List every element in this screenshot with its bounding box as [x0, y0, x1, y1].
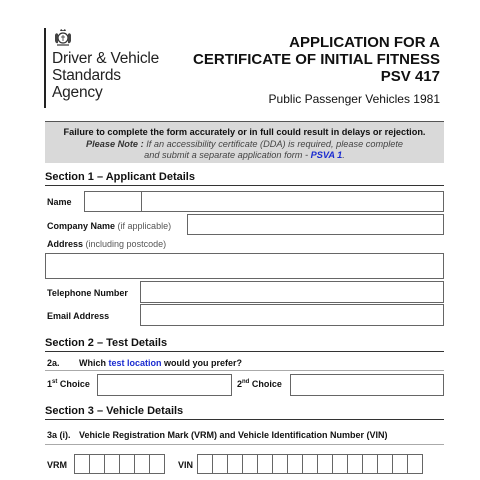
divider: [45, 370, 444, 371]
address-hint: (including postcode): [85, 239, 167, 249]
first-choice-text: Choice: [57, 379, 90, 389]
section-3-title: Section 3 – Vehicle Details: [45, 405, 444, 420]
second-choice-field[interactable]: [290, 374, 444, 396]
agency-name-line-3: Agency: [52, 84, 103, 101]
agency-name-line-2: Standards: [52, 67, 121, 84]
note-line: [45, 139, 444, 151]
vrm-char-box[interactable]: [74, 454, 90, 474]
name-field[interactable]: [141, 191, 444, 212]
vin-char-box[interactable]: [377, 454, 393, 474]
psva1-link[interactable]: PSVA 1: [310, 150, 343, 160]
second-choice-num: 2: [237, 379, 243, 389]
section-2-title: Section 2 – Test Details: [45, 337, 444, 352]
telephone-label: Telephone Number: [47, 288, 128, 298]
q2a-pre: Which: [79, 358, 109, 368]
note-label: Please Note :: [85, 138, 144, 149]
vin-char-box[interactable]: [257, 454, 273, 474]
vin-char-box[interactable]: [347, 454, 363, 474]
company-name-field[interactable]: [187, 214, 444, 235]
first-choice-sup: st: [52, 379, 58, 385]
form-title-line-1: APPLICATION FOR A: [289, 34, 440, 51]
first-choice-label: [47, 379, 90, 389]
company-label-text: Company Name: [47, 221, 116, 231]
vrm-label: VRM: [47, 460, 67, 470]
section-1-title: Section 1 – Applicant Details: [45, 171, 444, 186]
vin-char-boxes: [197, 454, 422, 474]
vin-char-box[interactable]: [287, 454, 303, 474]
vin-char-box[interactable]: [362, 454, 378, 474]
address-field[interactable]: [45, 253, 444, 279]
vin-char-box[interactable]: [212, 454, 228, 474]
email-label: Email Address: [47, 311, 110, 321]
second-choice-label: [237, 379, 282, 389]
vin-char-box[interactable]: [392, 454, 408, 474]
agency-logo: [44, 26, 174, 112]
vrm-char-box[interactable]: [89, 454, 105, 474]
test-location-link[interactable]: test location: [108, 358, 162, 368]
address-label-text: Address: [47, 239, 84, 249]
vin-label: VIN: [178, 460, 194, 470]
vin-char-box[interactable]: [317, 454, 333, 474]
vin-char-box[interactable]: [227, 454, 243, 474]
telephone-field[interactable]: [140, 281, 444, 303]
first-choice-num: 1: [47, 379, 53, 389]
company-label: [47, 221, 171, 231]
note-end: .: [342, 150, 345, 160]
warning-box: [45, 121, 444, 163]
q2a-post: would you prefer?: [161, 358, 243, 368]
vrm-char-box[interactable]: [119, 454, 135, 474]
vin-char-box[interactable]: [302, 454, 318, 474]
vin-char-box[interactable]: [242, 454, 258, 474]
vrm-char-boxes: [74, 454, 164, 474]
vrm-char-box[interactable]: [134, 454, 150, 474]
address-label: [47, 239, 166, 249]
vin-char-box[interactable]: [272, 454, 288, 474]
question-2a-text: [79, 358, 242, 368]
question-3ai-number: 3a (i).: [47, 430, 71, 440]
question-2a-number: 2a.: [47, 358, 60, 368]
warning-text: Failure to complete the form accurately or in full could result in delays or rejection.: [63, 127, 426, 137]
note-text-2: and submit a separate application form -: [144, 150, 311, 160]
name-label: Name: [47, 197, 72, 207]
vin-char-box[interactable]: [197, 454, 213, 474]
form-title-line-2: CERTIFICATE OF INITIAL FITNESS: [193, 51, 440, 68]
second-choice-text: Choice: [249, 379, 282, 389]
second-choice-sup: nd: [242, 379, 250, 385]
title-field[interactable]: [84, 191, 142, 212]
email-field[interactable]: [140, 304, 444, 326]
agency-name: [52, 50, 159, 101]
form-subtitle: Public Passenger Vehicles 1981: [268, 92, 440, 106]
vin-char-box[interactable]: [407, 454, 423, 474]
logo-divider: [44, 28, 46, 108]
note-line-2: [45, 150, 444, 162]
vrm-char-box[interactable]: [104, 454, 120, 474]
vin-char-box[interactable]: [332, 454, 348, 474]
question-3ai-text: Vehicle Registration Mark (VRM) and Vehicle Identification Number (VIN): [79, 430, 388, 440]
company-hint: (if applicable): [117, 221, 172, 231]
form-code: PSV 417: [380, 68, 440, 85]
agency-name-line-1: Driver & Vehicle: [52, 50, 160, 67]
divider: [45, 444, 444, 445]
note-text: If an accessibility certificate (DDA) is required, please complete: [143, 138, 404, 149]
royal-crest-icon: [52, 26, 74, 48]
first-choice-field[interactable]: [97, 374, 232, 396]
vrm-char-box[interactable]: [149, 454, 165, 474]
form-title-block: [193, 34, 440, 106]
